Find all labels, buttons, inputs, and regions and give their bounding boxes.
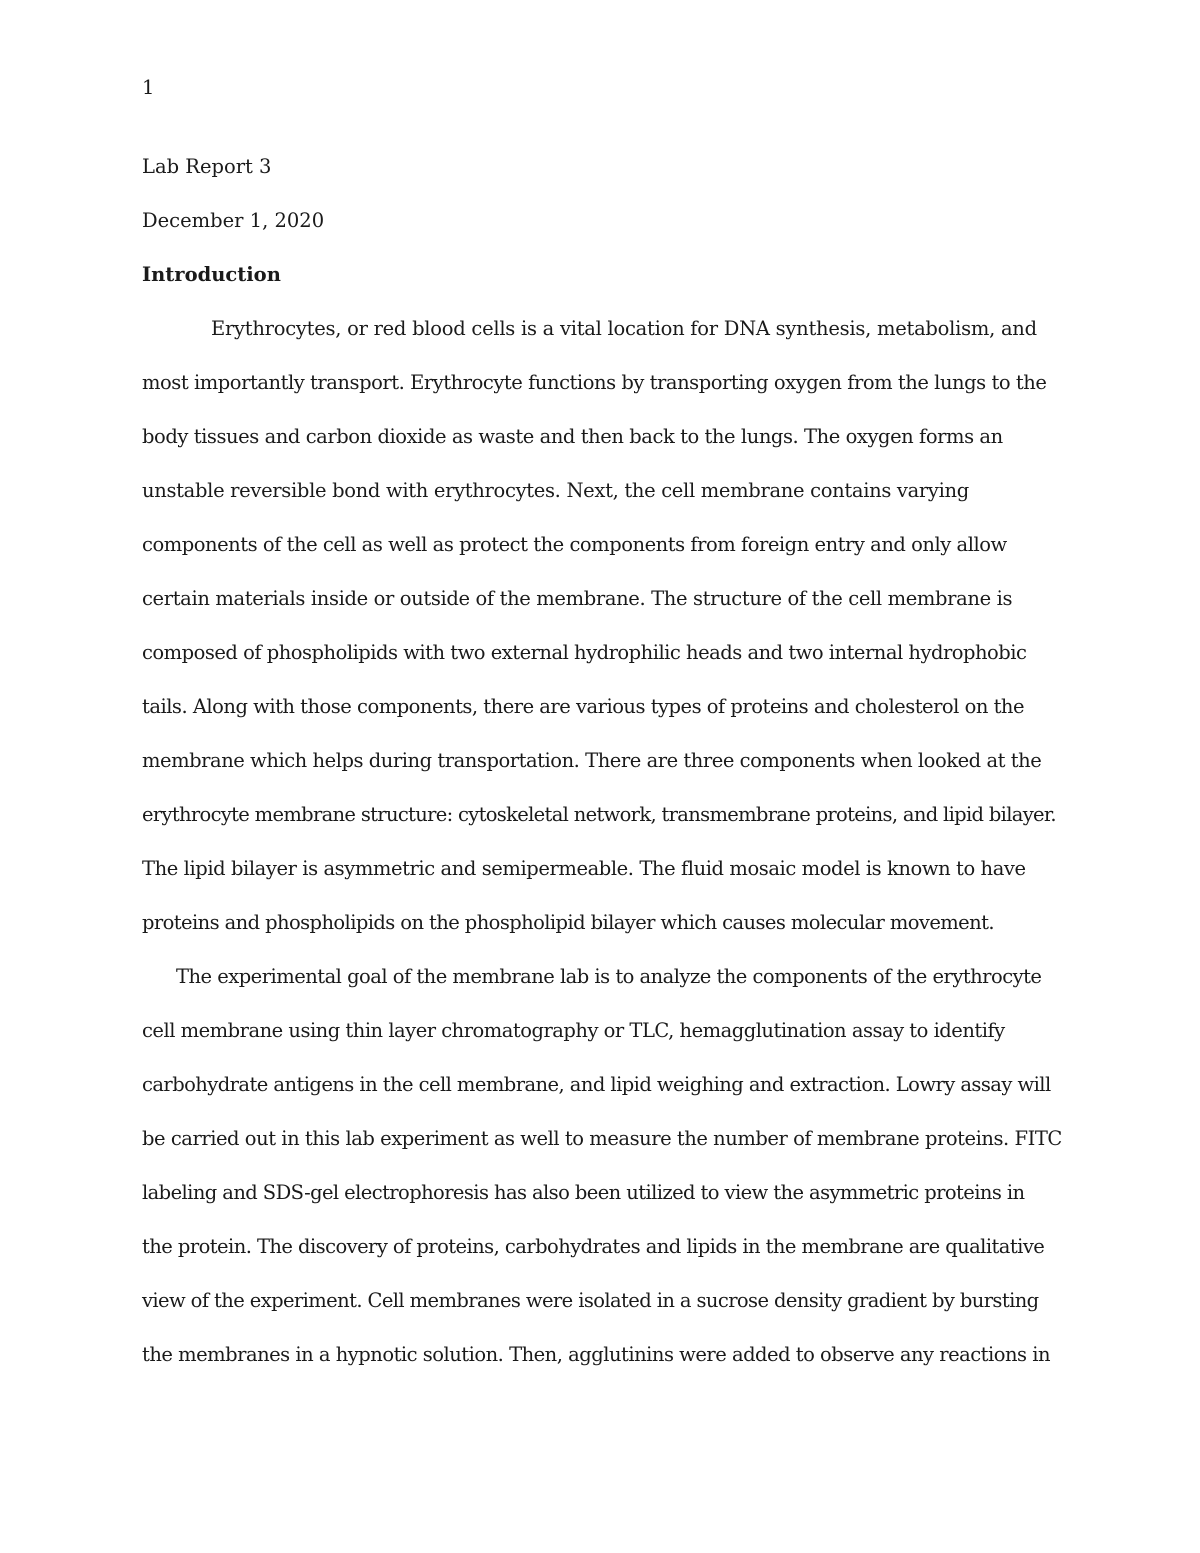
body-line: most importantly transport. Erythrocyte functions by transporting oxygen from the lungs to the [142,371,1047,394]
body-line: be carried out in this lab experiment as well to measure the number of membrane proteins. FITC [142,1127,1062,1150]
body-line: Erythrocytes, or red blood cells is a vital location for DNA synthesis, metabolism, and [211,317,1037,340]
report-date: December 1, 2020 [142,209,325,232]
body-line: labeling and SDS-gel electrophoresis has also been utilized to view the asymmetric proteins in [142,1181,1025,1204]
body-line: view of the experiment. Cell membranes were isolated in a sucrose density gradient by bursting [142,1289,1039,1312]
body-line: membrane which helps during transportation. There are three components when looked at the [142,749,1042,772]
body-line: body tissues and carbon dioxide as waste and then back to the lungs. The oxygen forms an [142,425,1003,448]
body-line: proteins and phospholipids on the phospholipid bilayer which causes molecular movement. [142,911,994,934]
body-line: The lipid bilayer is asymmetric and semipermeable. The fluid mosaic model is known to have [142,857,1026,880]
body-line: components of the cell as well as protect the components from foreign entry and only allow [142,533,1007,556]
body-line: certain materials inside or outside of the membrane. The structure of the cell membrane is [142,587,1013,610]
body-line: the membranes in a hypnotic solution. Then, agglutinins were added to observe any reactions in [142,1343,1051,1366]
body-line: The experimental goal of the membrane lab is to analyze the components of the erythrocyte [176,965,1042,988]
body-line: erythrocyte membrane structure: cytoskeletal network, transmembrane proteins, and lipid bilayer. [142,803,1056,826]
body-line: cell membrane using thin layer chromatography or TLC, hemagglutination assay to identify [142,1019,1005,1042]
section-heading-introduction: Introduction [142,263,281,286]
body-line: carbohydrate antigens in the cell membrane, and lipid weighing and extraction. Lowry assay will [142,1073,1051,1096]
body-line: the protein. The discovery of proteins, carbohydrates and lipids in the membrane are qualitative [142,1235,1045,1258]
body-line: composed of phospholipids with two external hydrophilic heads and two internal hydrophobic [142,641,1027,664]
report-title: Lab Report 3 [142,155,272,178]
body-line: tails. Along with those components, there are various types of proteins and cholesterol on the [142,695,1025,718]
page-number: 1 [142,76,155,99]
body-line: unstable reversible bond with erythrocytes. Next, the cell membrane contains varying [142,479,969,502]
